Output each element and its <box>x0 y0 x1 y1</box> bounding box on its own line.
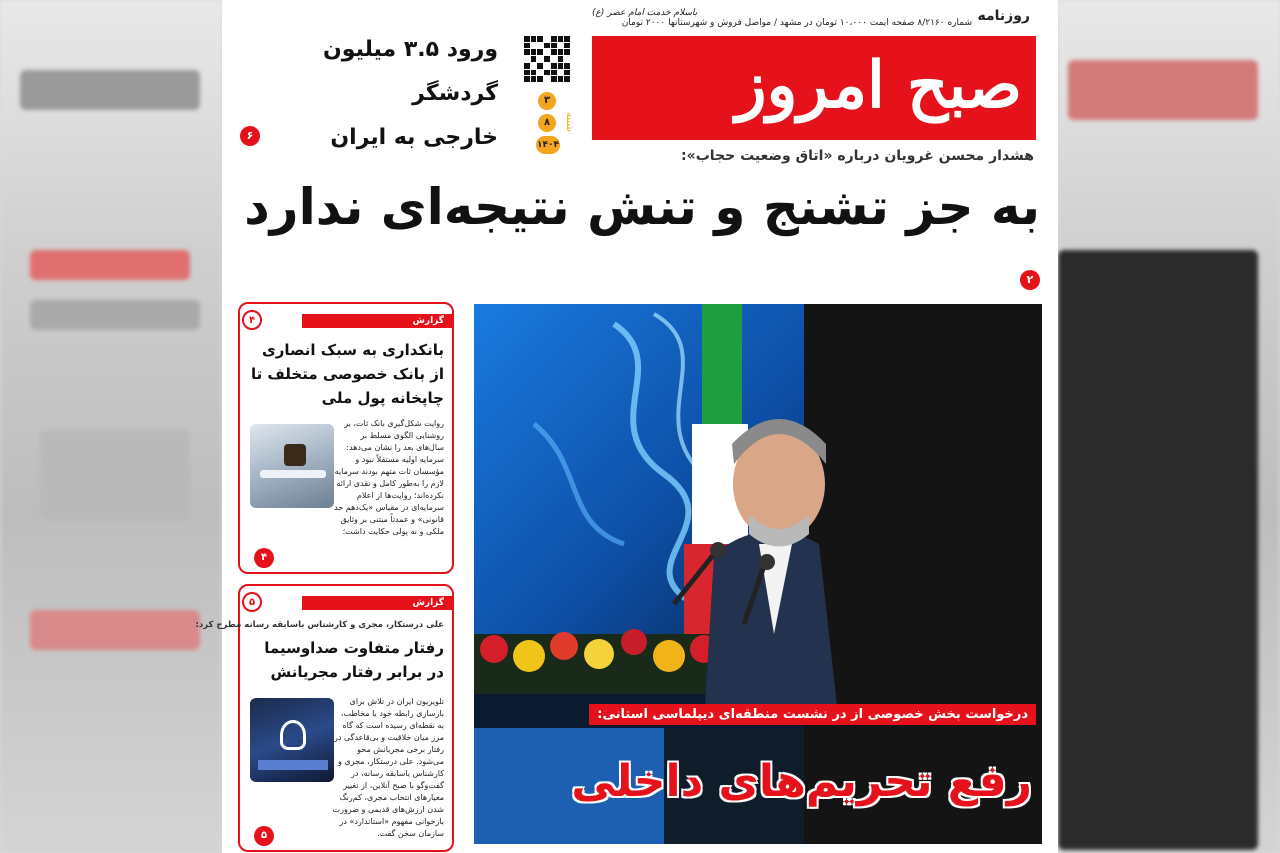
main-photo[interactable] <box>474 304 1042 844</box>
report-title: رفتار متفاوت صداوسیما در برابر رفتار مجریانش <box>264 639 444 681</box>
report-label: گزارش <box>412 598 444 608</box>
top-story-line1: ورود ۳.۵ میلیون گردشگر <box>323 37 498 106</box>
report-card[interactable] <box>195 584 454 852</box>
date-month: ۸ <box>538 114 556 132</box>
bank-photo <box>250 424 334 508</box>
report-page-badge: ۴ <box>254 548 274 568</box>
lead-page-badge: ۲ <box>1020 270 1040 290</box>
logo-text: صبح امروز <box>735 48 1022 123</box>
date-year: ۱۴۰۴ <box>536 136 560 154</box>
report-band <box>302 314 452 328</box>
logo <box>592 36 1036 140</box>
report-body: تلویزیون ایران در تلاش برای بازسازی رابطه خود با مخاطب، به نقطه‌ای رسیده است که گاه مرز میان خلاقیت و بی‌قاعدگی در رفتار برخی مجریانش محو می‌شود. علی درستکار، مجری و کارشناس باسابقه رسانه، در گفت‌وگو با صبح آنلاین، از تغییر معیارهای انتخاب مجری، کم‌رنگ شدن ارزش‌های قدیمی و ضرورت بازخوانی مفهوم «استاندارد» در سازمان سخن گفت. <box>332 697 444 838</box>
issue-date <box>530 92 578 162</box>
bank-logo-icon <box>284 444 306 466</box>
report-label: گزارش <box>412 316 444 326</box>
lead-headline[interactable]: به جز تشنج و تنش نتیجه‌ای ندارد <box>244 178 1040 236</box>
date-day: ۳ <box>538 92 556 110</box>
flag-green <box>702 304 742 424</box>
report-number: ۵ <box>242 592 262 612</box>
motto: باسلام خدمت امام عصر (ع) <box>592 8 698 18</box>
daily-label: روزنامه <box>977 8 1030 24</box>
issue-info: شماره ۸/۲۱۶۰ صفحه ایمت ۱۰،۰۰۰ تومان در مشهد / مواصل فروش و شهرستانها ۲۰۰۰ تومان <box>621 18 972 28</box>
top-story-line2: خارجی به ایران <box>330 125 498 150</box>
photo-caption: درخواست بخش خصوصی از در نشست منطقه‌ای دیپلماسی استانی: <box>589 704 1036 725</box>
masthead <box>592 6 1036 140</box>
report-number: ۴ <box>242 310 262 330</box>
lead-kicker: هشدار محسن غرویان درباره «اتاق وضعیت حجاب»: <box>681 148 1034 164</box>
newspaper-front-page <box>195 0 1058 853</box>
top-story-headline[interactable] <box>238 28 498 160</box>
top-story-page-badge: ۶ <box>240 126 260 146</box>
qr-code-icon <box>522 34 572 84</box>
blurred-background-left <box>0 0 222 853</box>
irib-logo-icon <box>280 720 306 750</box>
report-subtitle: علی درستکار، مجری و کارشناس باسابقه رسانه مطرح کرد: <box>195 620 444 630</box>
masthead-topline <box>592 6 1036 34</box>
report-card[interactable] <box>238 302 454 574</box>
report-body: روایت شکل‌گیری بانک ثات، بر روشنایی الگوی مسلط بر سال‌های بعد را نشان می‌دهد: سرمایه اولیه مستقلاً نبود و مؤسسان ثات متهم بودند سرمایه لازم را به‌طور کامل و نقدی ارائه نکرده‌اند؛ روایت‌ها از اعلام سرمایه‌ای در مقیاس «یک‌دهم حد قانونی» و عمدتاً مبتنی بر وثایق ملکی و نه پولی حکایت داشت؛ <box>334 419 444 536</box>
report-title: بانکداری به سبک انصاری از بانک خصوصی متخلف تا چاپخانه پول ملی <box>250 341 444 407</box>
tv-studio-photo <box>250 698 334 782</box>
date-weekday: شنبه <box>564 112 575 132</box>
report-page-badge: ۵ <box>254 826 274 846</box>
blurred-background-right <box>1058 0 1280 853</box>
report-band <box>302 596 452 610</box>
photo-headline[interactable]: رفع تحریم‌های داخلی <box>571 756 1032 807</box>
